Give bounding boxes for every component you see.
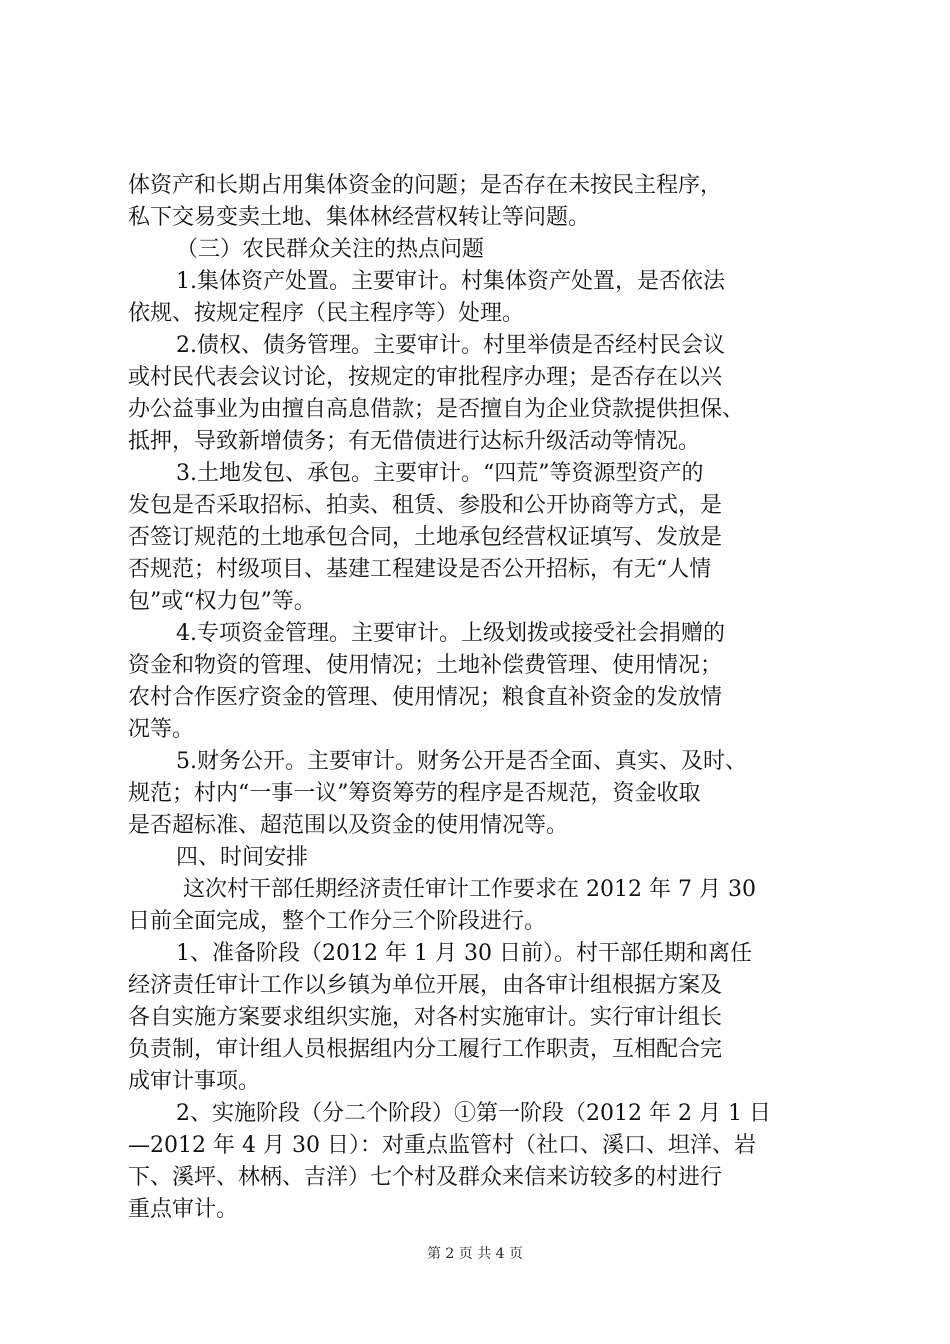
text-line: 办公益事业为由擅自高息借款；是否擅自为企业贷款提供担保、 <box>128 397 745 422</box>
text-line: 包”或“权力包”等。 <box>128 589 316 614</box>
text-line: 负责制，审计组人员根据组内分工履行工作职责，互相配合完 <box>128 1037 723 1062</box>
text-line: （三）农民群众关注的热点问题 <box>176 237 485 262</box>
text-line: 1、准备阶段（2012 年 1 月 30 日前）。村干部任期和离任 <box>176 941 752 966</box>
text-line: —2012 年 4 月 30 日）：对重点监管村（社口、溪口、坦洋、岩 <box>128 1133 756 1158</box>
text-line: 经济责任审计工作以乡镇为单位开展，由各审计组根据方案及 <box>128 973 723 998</box>
page-footer: 第 2 页 共 4 页 <box>426 1246 524 1262</box>
text-line: 农村合作医疗资金的管理、使用情况；粮食直补资金的发放情 <box>128 685 723 710</box>
text-line: 2、实施阶段（分二个阶段）①第一阶段（2012 年 2 月 1 日 <box>176 1101 771 1126</box>
text-line: 抵押，导致新增债务；有无借债进行达标升级活动等情况。 <box>128 429 701 454</box>
text-line: 依规、按规定程序（民主程序等）处理。 <box>128 301 525 326</box>
text-line: 是否超标准、超范围以及资金的使用情况等。 <box>128 813 569 838</box>
text-line: 私下交易变卖土地、集体林经营权转让等问题。 <box>128 205 591 230</box>
text-line: 发包是否采取招标、拍卖、租赁、参股和公开协商等方式，是 <box>128 493 723 518</box>
text-line: 3.土地发包、承包。主要审计。“四荒”等资源型资产的 <box>176 461 704 486</box>
text-line: 体资产和长期占用集体资金的问题；是否存在未按民主程序， <box>128 173 723 198</box>
text-line: 日前全面完成，整个工作分三个阶段进行。 <box>128 909 547 934</box>
text-line: 四、时间安排 <box>176 845 309 870</box>
text-line: 资金和物资的管理、使用情况；土地补偿费管理、使用情况； <box>128 653 723 678</box>
text-line: 1.集体资产处置。主要审计。村集体资产处置，是否依法 <box>176 269 725 294</box>
text-line: 下、溪坪、林柄、吉洋）七个村及群众来信来访较多的村进行 <box>128 1165 723 1190</box>
text-line: 否规范；村级项目、基建工程建设是否公开招标，有无“人情 <box>128 557 712 582</box>
text-line: 4.专项资金管理。主要审计。上级划拨或接受社会捐赠的 <box>176 621 725 646</box>
text-line: 2.债权、债务管理。主要审计。村里举债是否经村民会议 <box>176 333 725 358</box>
text-line: 成审计事项。 <box>128 1069 261 1094</box>
text-line: 况等。 <box>128 717 195 742</box>
text-line: 或村民代表会议讨论，按规定的审批程序办理；是否存在以兴 <box>128 365 723 390</box>
text-line: 重点审计。 <box>128 1197 239 1222</box>
text-line: 5.财务公开。主要审计。财务公开是否全面、真实、及时、 <box>176 749 747 774</box>
text-line: 否签订规范的土地承包合同，土地承包经营权证填写、发放是 <box>128 525 723 550</box>
text-line: 各自实施方案要求组织实施，对各村实施审计。实行审计组长 <box>128 1005 723 1030</box>
text-line: 规范；村内“一事一议”筹资筹劳的程序是否规范，资金收取 <box>128 781 701 806</box>
text-line: 这次村干部任期经济责任审计工作要求在 2012 年 7 月 30 <box>183 877 756 902</box>
document-body <box>128 170 838 1226</box>
